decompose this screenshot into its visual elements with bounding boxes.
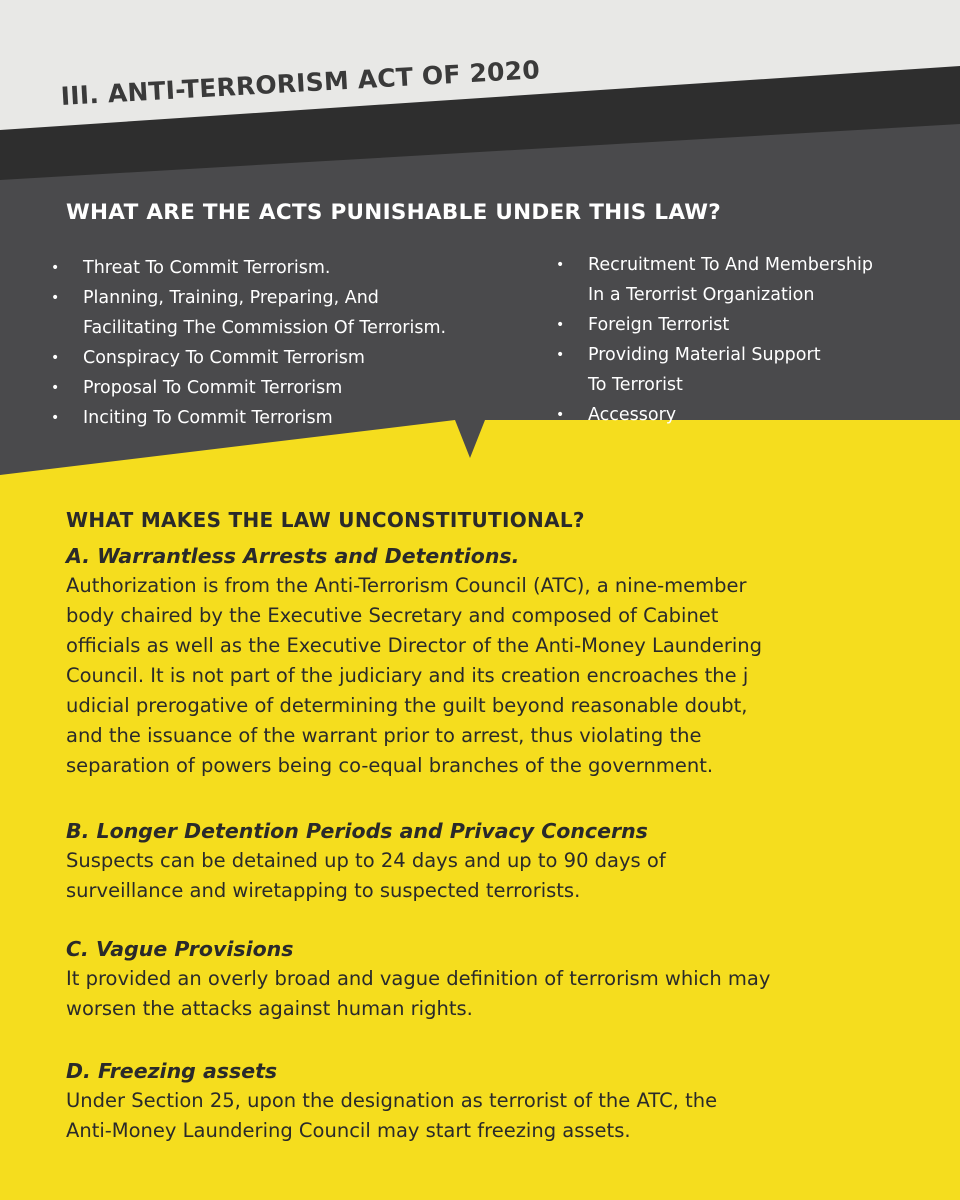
list-item (553, 250, 953, 310)
punishable-acts-heading: WHAT ARE THE ACTS PUNISHABLE UNDER THIS LAW? (66, 200, 722, 225)
list-item (48, 373, 528, 403)
section-vague-provisions (66, 934, 946, 1024)
section-title: B. Longer Detention Periods and Privacy Concerns (66, 819, 648, 843)
list-item (553, 340, 953, 400)
bullet: • (51, 350, 60, 366)
list-item-text: Recruitment To And Membership In a Terorrist Organization (588, 255, 873, 305)
page-title: III. ANTI-TERRORISM ACT OF 2020 (60, 55, 541, 111)
punishable-acts-list-left (48, 253, 528, 433)
section-title: D. Freezing assets (66, 1059, 278, 1083)
list-item-text: Providing Material Support To Terrorist (588, 345, 821, 395)
section-body: Suspects can be detained up to 24 days and up to 90 days of surveillance and wiretapping to suspected terrorists. (66, 849, 666, 902)
list-item-text: Proposal To Commit Terrorism (83, 378, 343, 398)
list-item (48, 403, 528, 433)
section-body: Authorization is from the Anti-Terrorism Council (ATC), a nine-member body chaired by the Executive Secretary and composed of Cabinet officials as well as the Executive Director of the Anti-Money Laundering Council. It is not part of the judiciary and its creation encroaches the j udicial prerogative of determining the guilt beyond reasonable doubt, and the issuance of the warrant prior to arrest, thus violating the separation of powers being co-equal branches of the government. (66, 574, 763, 777)
section-title: C. Vague Provisions (66, 937, 294, 961)
bullet: • (556, 347, 565, 363)
section-body: It provided an overly broad and vague definition of terrorism which may worsen the attacks against human rights. (66, 967, 771, 1020)
bullet: • (556, 407, 565, 423)
section-title: A. Warrantless Arrests and Detentions. (66, 544, 520, 568)
list-item (48, 253, 528, 283)
list-item-text: Foreign Terrorist (588, 315, 730, 335)
list-item-text: Accessory (588, 405, 677, 425)
list-item (553, 310, 953, 340)
bullet: • (51, 260, 60, 276)
list-item-text: Threat To Commit Terrorism. (83, 258, 331, 278)
section-warrantless-arrests (66, 541, 946, 781)
list-item-text: Inciting To Commit Terrorism (83, 408, 333, 428)
list-item (553, 400, 953, 430)
bullet: • (51, 380, 60, 396)
section-body: Under Section 25, upon the designation as terrorist of the ATC, the Anti-Money Laundering Council may start freezing assets. (66, 1089, 718, 1142)
section-longer-detention (66, 816, 946, 906)
list-item-text: Conspiracy To Commit Terrorism (83, 348, 365, 368)
bullet: • (51, 410, 60, 426)
bullet: • (556, 317, 565, 333)
list-item (48, 343, 528, 373)
bullet: • (556, 257, 565, 273)
section-freezing-assets (66, 1056, 946, 1146)
punishable-acts-list-right (553, 250, 953, 430)
list-item (48, 283, 528, 343)
list-item-text: Planning, Training, Preparing, And Facilitating The Commission Of Terrorism. (83, 288, 447, 338)
unconstitutional-heading: WHAT MAKES THE LAW UNCONSTITUTIONAL? (66, 508, 585, 532)
bullet: • (51, 290, 60, 306)
